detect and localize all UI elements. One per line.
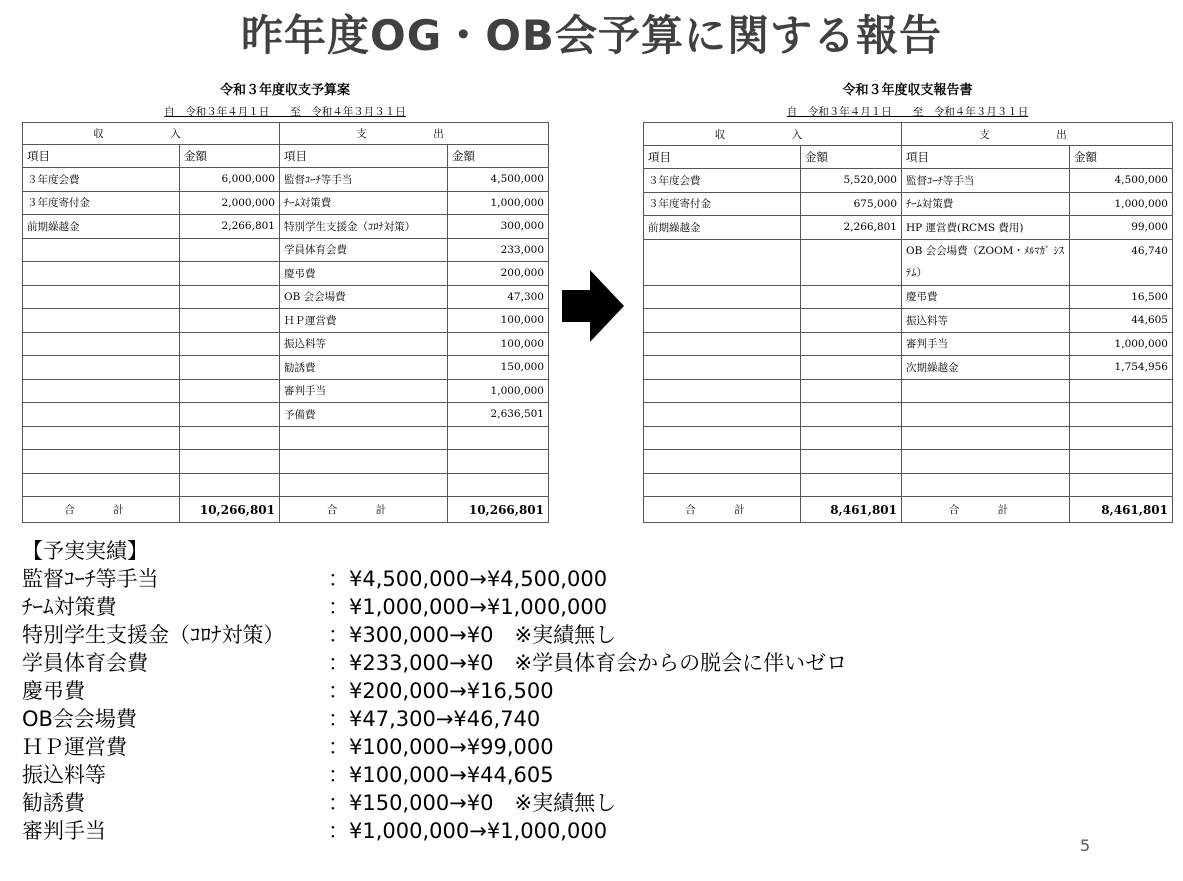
budget-title: 令和３年度収支予算案 [219,83,350,98]
income-amount [180,450,280,474]
expense-item: ＨＰ運営費 [280,309,448,333]
income-amount: 5,520,000 [801,169,902,193]
expense-item: 監督ｺｰﾁ等手当 [280,168,448,192]
table-row [23,285,549,309]
table-row [644,216,1173,240]
report-title: 令和３年度収支報告書 [842,83,973,98]
income-item: 前期繰越金 [644,216,801,240]
table-row [644,285,1173,309]
expense-amount [1070,403,1173,427]
expense-item [280,426,448,450]
expense-item: 予備費 [280,403,448,427]
expense-total-label: 合 計 [280,497,448,523]
expense-amount: 1,000,000 [448,379,549,403]
income-amount [180,309,280,333]
income-amount [180,379,280,403]
expense-header: 支 出 [902,123,1173,146]
income-item [644,473,801,497]
expense-item: 審判手当 [280,379,448,403]
income-amount [180,473,280,497]
table-row [23,191,549,215]
expense-amount: 44,605 [1070,309,1173,333]
expense-amount [448,450,549,474]
expense-amount: 233,000 [448,238,549,262]
budget-period: 自 令和３年４月１日 至 令和４年３月３１日 [164,106,406,118]
summary-value: ：¥233,000→¥0 ※学員体育会からの脱会に伴いゼロ [328,650,848,675]
expense-item: 特別学生支援金（ｺﾛﾅ対策） [280,215,448,239]
table-row [23,379,549,403]
table-row [644,332,1173,356]
summary-row [22,734,847,762]
income-item [23,473,180,497]
expense-amount: 4,500,000 [448,168,549,192]
summary-value: ：¥1,000,000→¥1,000,000 [328,818,608,843]
summary-list [22,566,847,846]
table-row [644,169,1173,193]
summary-label: 勧誘費 [22,790,85,815]
income-amount [180,403,280,427]
summary-value: ：¥47,300→¥46,740 [328,706,541,731]
expense-header: 支 出 [280,123,549,145]
income-amount [801,473,902,497]
report-period: 自 令和３年４月１日 至 令和４年３月３１日 [786,106,1029,118]
table-row [644,403,1173,427]
summary-value: ：¥150,000→¥0 ※実績無し [328,790,617,815]
summary-row [22,678,847,706]
col-amount-header: 金額 [1070,146,1173,169]
summary-row [22,790,847,818]
expense-item: ﾁｰﾑ対策費 [280,191,448,215]
income-amount: 675,000 [801,192,902,216]
income-item [644,239,801,285]
expense-amount [1070,426,1173,450]
expense-amount: 4,500,000 [1070,169,1173,193]
expense-total: 8,461,801 [1070,497,1173,523]
right-arrow-icon [560,268,626,344]
income-item: ３年度会費 [644,169,801,193]
table-row [23,332,549,356]
table-row [23,473,549,497]
summary-row [22,622,847,650]
expense-total: 10,266,801 [448,497,549,523]
table-row [23,450,549,474]
income-amount [801,332,902,356]
income-item: ３年度寄付金 [23,191,180,215]
income-amount [801,403,902,427]
expense-item [280,473,448,497]
col-amount-header: 金額 [180,145,280,168]
summary-label: ﾁｰﾑ対策費 [22,594,117,619]
expense-item: OB 会会場費 [280,285,448,309]
table-row [644,426,1173,450]
income-amount [801,239,902,285]
slide-title: 昨年度OG・OB会予算に関する報告 [241,11,942,60]
expense-amount: 16,500 [1070,285,1173,309]
income-item [23,379,180,403]
income-amount: 6,000,000 [180,168,280,192]
expense-item: 慶弔費 [902,285,1070,309]
income-amount: 2,000,000 [180,191,280,215]
summary-value: ：¥4,500,000→¥4,500,000 [328,566,608,591]
income-item: ３年度会費 [23,168,180,192]
col-item-header: 項目 [644,146,801,169]
table-row [23,215,549,239]
summary-label: 振込料等 [22,762,106,787]
income-item [644,285,801,309]
expense-amount: 200,000 [448,262,549,286]
expense-total-label: 合 計 [902,497,1070,523]
summary-row [22,594,847,622]
summary [22,538,847,846]
summary-label: 特別学生支援金（ｺﾛﾅ対策） [22,622,285,647]
income-amount [180,332,280,356]
income-amount [801,426,902,450]
income-item [23,285,180,309]
income-item [23,403,180,427]
expense-amount: 1,000,000 [1070,192,1173,216]
expense-amount: 1,000,000 [448,191,549,215]
income-item [644,309,801,333]
summary-row [22,650,847,678]
table-row [23,356,549,380]
expense-amount [448,473,549,497]
income-item: 前期繰越金 [23,215,180,239]
expense-item [902,379,1070,403]
expense-amount: 47,300 [448,285,549,309]
income-item [23,332,180,356]
table-row [644,450,1173,474]
expense-item: 慶弔費 [280,262,448,286]
income-item [23,450,180,474]
expense-item [902,450,1070,474]
col-item-header: 項目 [23,145,180,168]
expense-item: OB 会会場費（ZOOM・ﾒﾙﾏｶﾞ ｼｽﾃﾑ） [902,239,1070,285]
table-row [644,356,1173,380]
summary-label: OB会会場費 [22,706,137,731]
summary-row [22,762,847,790]
expense-item: 審判手当 [902,332,1070,356]
income-total: 10,266,801 [180,497,280,523]
expense-amount: 46,740 [1070,239,1173,285]
expense-item: ﾁｰﾑ対策費 [902,192,1070,216]
expense-item: 学員体育会費 [280,238,448,262]
table-row [644,379,1173,403]
income-amount [801,356,902,380]
summary-row [22,566,847,594]
income-amount: 2,266,801 [180,215,280,239]
expense-item: HP 運営費(RCMS 費用) [902,216,1070,240]
col-item-header: 項目 [280,145,448,168]
table-row [23,403,549,427]
expense-amount: 100,000 [448,309,549,333]
table-row [644,239,1173,285]
income-item [23,356,180,380]
income-item [23,426,180,450]
expense-item [902,403,1070,427]
income-item [644,356,801,380]
table-row [644,309,1173,333]
income-item: ３年度寄付金 [644,192,801,216]
table-row [23,168,549,192]
income-amount [180,356,280,380]
expense-item [280,450,448,474]
table-row [23,238,549,262]
report-table [643,122,1173,523]
expense-item: 振込料等 [902,309,1070,333]
table-row [23,309,549,333]
expense-amount [1070,379,1173,403]
income-amount [801,450,902,474]
summary-value: ：¥300,000→¥0 ※実績無し [328,622,617,647]
expense-item: 監督ｺｰﾁ等手当 [902,169,1070,193]
income-amount [801,285,902,309]
income-item [23,262,180,286]
income-amount [801,379,902,403]
expense-item: 振込料等 [280,332,448,356]
col-item-header: 項目 [902,146,1070,169]
income-header: 収 入 [644,123,902,146]
income-amount [180,426,280,450]
col-amount-header: 金額 [801,146,902,169]
page-number: 5 [1080,836,1091,855]
income-amount [180,238,280,262]
summary-label: 審判手当 [22,818,106,843]
income-item [644,379,801,403]
income-item [644,403,801,427]
summary-value: ：¥100,000→¥44,605 [328,762,554,787]
table-row [644,473,1173,497]
expense-amount: 100,000 [448,332,549,356]
expense-amount [1070,450,1173,474]
income-amount [180,262,280,286]
summary-value: ：¥1,000,000→¥1,000,000 [328,594,608,619]
income-item [644,332,801,356]
expense-amount [1070,473,1173,497]
income-item [23,238,180,262]
income-total-label: 合 計 [23,497,180,523]
expense-amount: 99,000 [1070,216,1173,240]
summary-label: 学員体育会費 [22,650,148,675]
income-item [23,309,180,333]
income-total-label: 合 計 [644,497,801,523]
summary-label: 慶弔費 [22,678,85,703]
expense-item: 次期繰越金 [902,356,1070,380]
summary-row [22,818,847,846]
income-header: 収 入 [23,123,280,145]
expense-amount: 1,000,000 [1070,332,1173,356]
table-row [23,426,549,450]
income-total: 8,461,801 [801,497,902,523]
budget-table [22,122,549,523]
income-item [644,450,801,474]
income-item [644,426,801,450]
expense-item: 勧誘費 [280,356,448,380]
table-row [23,262,549,286]
expense-amount: 1,754,956 [1070,356,1173,380]
income-amount [180,285,280,309]
income-amount [801,309,902,333]
expense-amount: 300,000 [448,215,549,239]
expense-item [902,426,1070,450]
summary-heading: 【予実実績】 [22,539,148,563]
summary-label: ＨＰ運営費 [22,734,127,759]
summary-row [22,706,847,734]
summary-value: ：¥200,000→¥16,500 [328,678,554,703]
expense-amount: 2,636,501 [448,403,549,427]
expense-amount [448,426,549,450]
summary-label: 監督ｺｰﾁ等手当 [22,566,159,591]
col-amount-header: 金額 [448,145,549,168]
expense-amount: 150,000 [448,356,549,380]
income-amount: 2,266,801 [801,216,902,240]
table-row [644,192,1173,216]
summary-value: ：¥100,000→¥99,000 [328,734,554,759]
expense-item [902,473,1070,497]
